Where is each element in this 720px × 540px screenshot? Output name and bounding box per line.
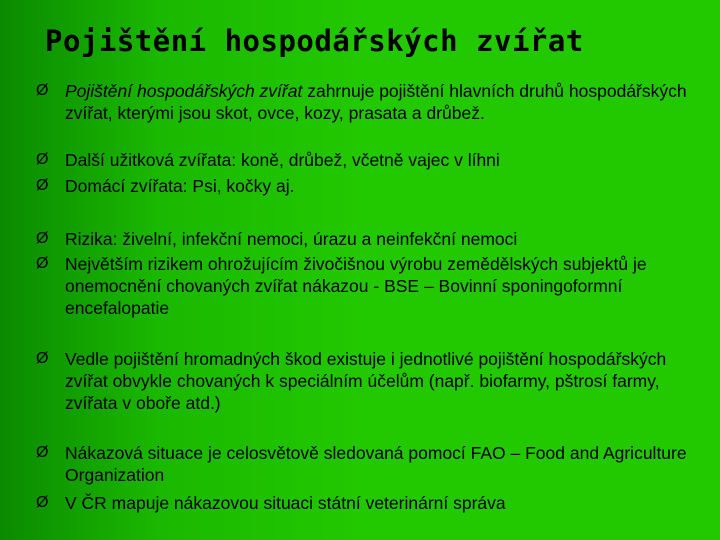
arrow-bullet-icon: Ø (36, 177, 49, 194)
bullet-text: Největším rizikem ohrožujícím živočišnou výrobu zemědělských subjektů je onemocnění chovaných zvířat nákazou - BSE – Bovinní sponingoformní encefalopatie (65, 254, 647, 318)
arrow-bullet-icon: Ø (36, 151, 49, 168)
bullet-text: Další užitková zvířata: koně, drůbež, včetně vajec v líhni (65, 150, 500, 170)
bullet-item-7 (36, 442, 706, 486)
bullet-item-4 (36, 228, 706, 250)
bullet-text: Domácí zvířata: Psi, kočky aj. (65, 176, 295, 196)
arrow-bullet-icon: Ø (36, 82, 49, 99)
emphasized-term: Pojištění hospodářských zvířat (65, 81, 303, 101)
bullet-item-6 (36, 348, 706, 414)
bullet-item-2 (36, 149, 706, 171)
bullet-text: Nákazová situace je celosvětově sledovaná pomocí FAO – Food and Agriculture Organization (65, 443, 687, 485)
arrow-bullet-icon: Ø (36, 350, 49, 367)
bullet-text: Vedle pojištění hromadných škod existuje i jednotlivé pojištění hospodářských zvířat obvykle chovaných k speciálním účelům (např. biofarmy, pštrosí farmy, zvířata v oboře atd.) (65, 349, 667, 413)
bullet-item-3 (36, 175, 706, 197)
bullet-item-1 (36, 80, 706, 124)
bullet-text: Rizika: živelní, infekční nemoci, úrazu a neinfekční nemoci (65, 229, 518, 249)
arrow-bullet-icon: Ø (36, 444, 49, 461)
slide-title: Pojištění hospodářských zvířat (45, 24, 584, 58)
bullet-text: V ČR mapuje nákazovou situaci státní veterinární správa (65, 493, 506, 513)
arrow-bullet-icon: Ø (36, 494, 49, 511)
bullet-text: zahrnuje pojištění hlavních druhů hospodářských zvířat, kterými jsou skot, ovce, kozy, prasata a drůbež. (65, 81, 687, 123)
bullet-item-5 (36, 253, 706, 319)
arrow-bullet-icon: Ø (36, 230, 49, 247)
arrow-bullet-icon: Ø (36, 255, 49, 272)
bullet-item-8 (36, 492, 706, 514)
